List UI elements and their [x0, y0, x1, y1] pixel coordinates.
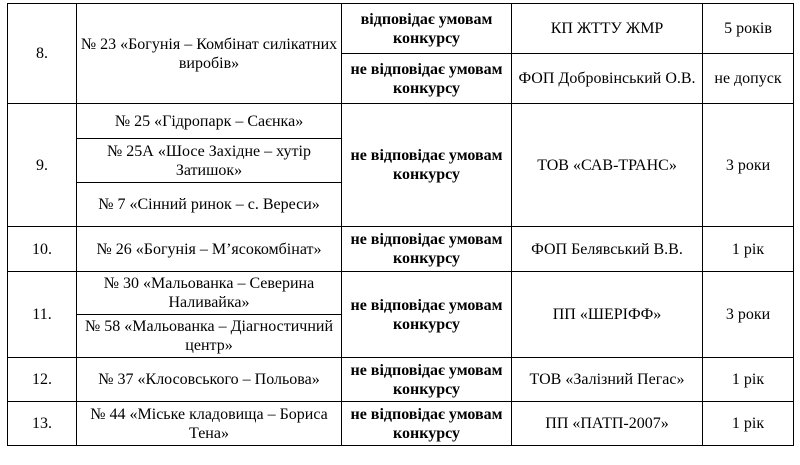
status-cell: не відповідає умовам конкурсу	[342, 272, 512, 358]
route-cell: № 58 «Мальованка – Діагностичний центр»	[77, 315, 342, 358]
row-number: 11.	[8, 272, 77, 358]
row-number: 13.	[8, 402, 77, 446]
route-cell: № 23 «Богунія – Комбінат силікатних виробів»	[77, 4, 342, 104]
route-cell: № 30 «Мальованка – Северина Наливайка»	[77, 272, 342, 315]
status-cell: не відповідає умовам конкурсу	[342, 227, 512, 272]
table-row	[8, 358, 794, 402]
term-cell: 3 роки	[703, 104, 794, 227]
route-cell: № 25А «Шосе Західне – хутір Затишок»	[77, 139, 342, 183]
term-cell: не допуск	[703, 54, 794, 104]
term-cell: 1 рік	[703, 402, 794, 446]
route-cell: № 26 «Богунія – М’ясокомбінат»	[77, 227, 342, 272]
row-number: 9.	[8, 104, 77, 227]
term-cell: 1 рік	[703, 358, 794, 402]
carrier-cell: ТОВ «Залізний Пегас»	[512, 358, 703, 402]
status-cell: не відповідає умовам конкурсу	[342, 104, 512, 227]
status-cell: не відповідає умовам конкурсу	[342, 358, 512, 402]
route-cell: № 44 «Міське кладовища – Бориса Тена»	[77, 402, 342, 446]
table-row	[8, 402, 794, 446]
table-row	[8, 272, 794, 315]
carrier-cell: ПП «ПАТП-2007»	[512, 402, 703, 446]
row-number: 10.	[8, 227, 77, 272]
term-cell: 3 роки	[703, 272, 794, 358]
carrier-cell: ФОП Добровінський О.В.	[512, 54, 703, 104]
table-row	[8, 227, 794, 272]
status-cell: відповідає умовам конкурсу	[342, 4, 512, 54]
row-number: 8.	[8, 4, 77, 104]
row-number: 12.	[8, 358, 77, 402]
term-cell: 1 рік	[703, 227, 794, 272]
status-cell: не відповідає умовам конкурсу	[342, 54, 512, 104]
route-cell: № 25 «Гідропарк – Саєнка»	[77, 104, 342, 139]
route-cell: № 37 «Клосовського – Польова»	[77, 358, 342, 402]
route-cell: № 7 «Сінний ринок – с. Вереси»	[77, 183, 342, 227]
carrier-cell: КП ЖТТУ ЖМР	[512, 4, 703, 54]
table-row	[8, 4, 794, 54]
carrier-cell: ПП «ШЕРІФФ»	[512, 272, 703, 358]
competition-results-table	[7, 3, 794, 446]
term-cell: 5 років	[703, 4, 794, 54]
table-row	[8, 104, 794, 139]
carrier-cell: ФОП Белявський В.В.	[512, 227, 703, 272]
status-cell: не відповідає умовам конкурсу	[342, 402, 512, 446]
carrier-cell: ТОВ «САВ-ТРАНС»	[512, 104, 703, 227]
